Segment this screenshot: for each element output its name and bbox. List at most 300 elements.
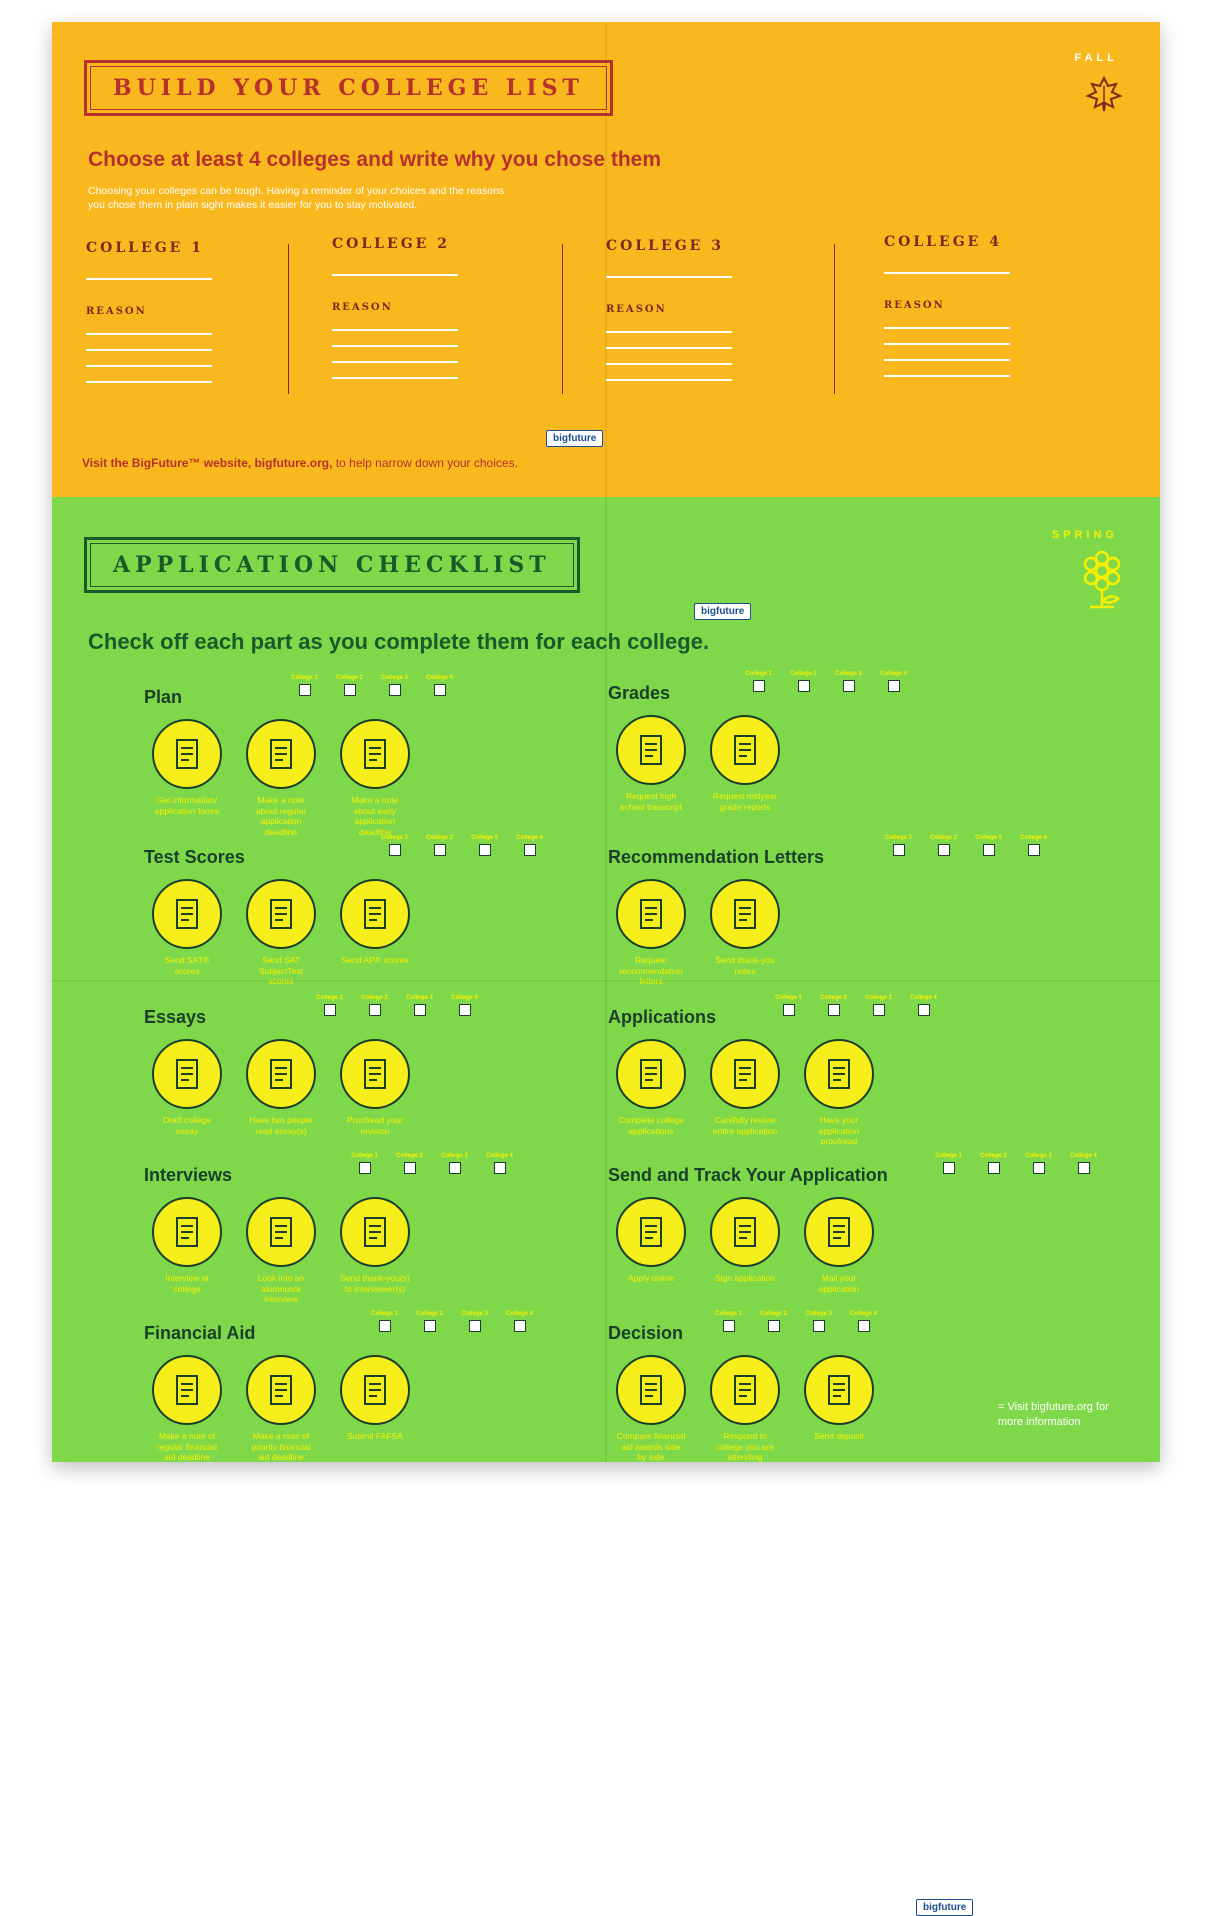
task-icons bbox=[616, 715, 780, 812]
college-checkboxes bbox=[316, 995, 478, 1016]
college-check-label: College 1 bbox=[745, 671, 772, 677]
task-item bbox=[152, 879, 222, 987]
college-2-check bbox=[416, 1311, 443, 1332]
checkbox[interactable] bbox=[753, 680, 765, 692]
section-send-and-track-your-application bbox=[608, 1153, 1097, 1294]
task-item bbox=[710, 715, 780, 812]
college-1-check bbox=[291, 675, 318, 696]
college-check-label: College 2 bbox=[361, 995, 388, 1001]
college-check-label: College 2 bbox=[930, 835, 957, 841]
college-1-column bbox=[86, 240, 216, 383]
task-label: Send SAT® scores bbox=[164, 955, 210, 976]
reason-write-line[interactable] bbox=[86, 349, 212, 351]
task-label: Request recommendation letters bbox=[619, 955, 683, 986]
task-icon bbox=[152, 1355, 222, 1425]
college-check-label: College 1 bbox=[775, 995, 802, 1001]
task-icons bbox=[152, 879, 410, 987]
checkbox[interactable] bbox=[843, 680, 855, 692]
college-check-label: College 3 bbox=[975, 835, 1002, 841]
college-1-check bbox=[745, 671, 772, 692]
task-icon bbox=[804, 1197, 874, 1267]
reason-label: REASON bbox=[86, 306, 147, 317]
task-icon bbox=[340, 1197, 410, 1267]
checkbox[interactable] bbox=[449, 1162, 461, 1174]
college-3-check bbox=[805, 1311, 832, 1332]
college-3-check bbox=[835, 671, 862, 692]
task-icon bbox=[152, 879, 222, 949]
checkbox[interactable] bbox=[813, 1320, 825, 1332]
checkbox[interactable] bbox=[359, 1162, 371, 1174]
task-icon bbox=[710, 715, 780, 785]
checkbox[interactable] bbox=[873, 1004, 885, 1016]
college-check-label: College 2 bbox=[336, 675, 363, 681]
college-check-label: College 2 bbox=[426, 835, 453, 841]
footer-bigfuture-logo: bigfuture bbox=[916, 1899, 973, 1916]
season-spring-label: SPRING bbox=[1051, 529, 1118, 541]
college-4-check bbox=[451, 995, 478, 1016]
checkbox[interactable] bbox=[414, 1004, 426, 1016]
task-icon bbox=[340, 1039, 410, 1109]
task-item bbox=[340, 1197, 410, 1305]
task-label: Send deposit bbox=[814, 1431, 864, 1441]
section-test-scores bbox=[144, 835, 543, 986]
college-3-write-line[interactable] bbox=[606, 276, 732, 278]
college-check-label: College 1 bbox=[291, 675, 318, 681]
college-1-check bbox=[381, 835, 408, 856]
task-icon bbox=[246, 1355, 316, 1425]
college-3-check bbox=[381, 675, 408, 696]
college-2-write-line[interactable] bbox=[332, 274, 458, 276]
task-label: Make a note of regular financial aid deadline bbox=[156, 1431, 217, 1462]
checkbox[interactable] bbox=[434, 844, 446, 856]
college-check-label: College 3 bbox=[381, 675, 408, 681]
checkbox[interactable] bbox=[479, 844, 491, 856]
task-icons bbox=[152, 1197, 410, 1305]
task-label: Apply online bbox=[627, 1273, 675, 1283]
reason-write-line[interactable] bbox=[332, 377, 458, 379]
task-item bbox=[616, 715, 686, 812]
task-icon bbox=[804, 1355, 874, 1425]
college-list-title-box bbox=[84, 60, 613, 116]
college-check-label: College 2 bbox=[820, 995, 847, 1001]
college-1-check bbox=[316, 995, 343, 1016]
college-check-label: College 1 bbox=[935, 1153, 962, 1159]
checkbox[interactable] bbox=[983, 844, 995, 856]
reason-write-line[interactable] bbox=[86, 333, 212, 335]
section-essays bbox=[144, 995, 478, 1136]
task-item bbox=[152, 719, 222, 837]
task-label: Request midyear grade reports bbox=[712, 791, 778, 812]
checkbox[interactable] bbox=[1028, 844, 1040, 856]
college-4-check bbox=[910, 995, 937, 1016]
college-check-label: College 1 bbox=[351, 1153, 378, 1159]
college-2-check bbox=[790, 671, 817, 692]
reason-write-line[interactable] bbox=[606, 331, 732, 333]
college-checkboxes bbox=[745, 671, 907, 692]
task-icons bbox=[616, 1039, 874, 1147]
checkbox[interactable] bbox=[858, 1320, 870, 1332]
college-check-label: College 4 bbox=[850, 1311, 877, 1317]
task-item bbox=[340, 1355, 410, 1463]
college-check-label: College 3 bbox=[1025, 1153, 1052, 1159]
checkbox[interactable] bbox=[768, 1320, 780, 1332]
task-label: Have two people read essay(s) bbox=[249, 1115, 313, 1136]
fold-line-vertical bbox=[605, 22, 607, 1462]
task-item bbox=[340, 879, 410, 987]
college-3-check bbox=[975, 835, 1002, 856]
reason-write-line[interactable] bbox=[332, 361, 458, 363]
reason-write-line[interactable] bbox=[884, 327, 1010, 329]
college-3-column bbox=[606, 238, 736, 381]
task-label: Send SAT SubjectTest scores bbox=[259, 955, 303, 986]
task-label: Make a note about early application deadline bbox=[351, 795, 399, 837]
task-icons bbox=[152, 719, 410, 837]
section-applications bbox=[608, 995, 937, 1146]
reason-write-line[interactable] bbox=[332, 329, 458, 331]
checkbox[interactable] bbox=[1033, 1162, 1045, 1174]
college-checkboxes bbox=[381, 835, 543, 856]
task-item bbox=[804, 1197, 874, 1294]
task-item bbox=[616, 1355, 686, 1463]
footer-note: = Visit bigfuture.org for more information bbox=[998, 1401, 1109, 1428]
task-icon bbox=[616, 1355, 686, 1425]
college-3-check bbox=[461, 1311, 488, 1332]
task-item bbox=[340, 1039, 410, 1136]
task-icons bbox=[616, 879, 780, 987]
checkbox[interactable] bbox=[424, 1320, 436, 1332]
task-icon bbox=[246, 1039, 316, 1109]
task-item bbox=[340, 719, 410, 837]
task-item bbox=[246, 879, 316, 987]
task-icon bbox=[616, 879, 686, 949]
task-label: Proofread your revision bbox=[346, 1115, 404, 1136]
college-1-check bbox=[715, 1311, 742, 1332]
task-label: Send AP® scores bbox=[341, 955, 409, 965]
college-checkboxes bbox=[775, 995, 937, 1016]
task-item bbox=[804, 1355, 874, 1463]
reason-write-line[interactable] bbox=[332, 345, 458, 347]
task-icons bbox=[152, 1039, 410, 1136]
task-icon bbox=[152, 1197, 222, 1267]
task-icon bbox=[152, 1039, 222, 1109]
fold-line-horizontal bbox=[52, 980, 1160, 982]
task-item bbox=[710, 879, 780, 987]
checkbox[interactable] bbox=[404, 1162, 416, 1174]
college-3-check bbox=[865, 995, 892, 1016]
season-fall-label: FALL bbox=[1074, 52, 1118, 64]
task-item bbox=[246, 1197, 316, 1305]
visit-rest: to help narrow down your choices. bbox=[332, 456, 518, 470]
reason-write-line[interactable] bbox=[86, 365, 212, 367]
section-title: Financial Aid bbox=[144, 1323, 256, 1343]
college-list-headline: Choose at least 4 colleges and write why you chose them bbox=[88, 148, 661, 171]
college-1-check bbox=[775, 995, 802, 1016]
flower-icon bbox=[1080, 549, 1124, 616]
checkbox[interactable] bbox=[459, 1004, 471, 1016]
task-item bbox=[710, 1197, 780, 1294]
college-3-check bbox=[406, 995, 433, 1016]
task-label: Send thank-you(s) to interviewer(s) bbox=[340, 1273, 410, 1294]
checklist-title-box bbox=[84, 537, 580, 593]
bigfuture-logo: bigfuture bbox=[546, 430, 603, 447]
task-label: Get information/ application forms bbox=[154, 795, 220, 816]
college-4-check bbox=[506, 1311, 533, 1332]
college-4-check bbox=[1020, 835, 1047, 856]
task-label: Look into an alumnus/a interview bbox=[257, 1273, 305, 1304]
college-4-column bbox=[884, 234, 1014, 377]
college-2-check bbox=[820, 995, 847, 1016]
college-check-label: College 1 bbox=[715, 1311, 742, 1317]
task-icon bbox=[710, 1355, 780, 1425]
college-3-check bbox=[1025, 1153, 1052, 1174]
college-4-check bbox=[1070, 1153, 1097, 1174]
reason-write-line[interactable] bbox=[86, 381, 212, 383]
college-4-check bbox=[486, 1153, 513, 1174]
college-checkboxes bbox=[291, 675, 453, 696]
section-title: Essays bbox=[144, 1007, 207, 1027]
section-title: Grades bbox=[608, 683, 671, 703]
college-check-label: College 1 bbox=[885, 835, 912, 841]
reason-write-line[interactable] bbox=[606, 363, 732, 365]
task-label: Request high school transcript bbox=[620, 791, 682, 812]
college-check-label: College 4 bbox=[910, 995, 937, 1001]
college-check-label: College 4 bbox=[486, 1153, 513, 1159]
task-label: Respond to college you are attending bbox=[716, 1431, 774, 1462]
task-icon bbox=[804, 1039, 874, 1109]
college-check-label: College 4 bbox=[506, 1311, 533, 1317]
college-2-check bbox=[361, 995, 388, 1016]
college-check-label: College 2 bbox=[760, 1311, 787, 1317]
task-item bbox=[152, 1355, 222, 1463]
visit-bold: Visit the BigFuture™ website, bigfuture.org, bbox=[82, 456, 333, 470]
task-item bbox=[616, 1197, 686, 1294]
task-label: Carefully review entire application bbox=[712, 1115, 778, 1136]
section-title: Decision bbox=[608, 1323, 684, 1343]
column-divider bbox=[562, 244, 563, 394]
checkbox[interactable] bbox=[434, 684, 446, 696]
college-check-label: College 3 bbox=[441, 1153, 468, 1159]
task-item bbox=[710, 1039, 780, 1147]
checkbox[interactable] bbox=[783, 1004, 795, 1016]
task-label: Make a note of priority financial aid deadline bbox=[251, 1431, 311, 1462]
section-title: Plan bbox=[144, 687, 183, 707]
checkbox[interactable] bbox=[379, 1320, 391, 1332]
checkbox[interactable] bbox=[888, 680, 900, 692]
task-label: Mail your application bbox=[818, 1273, 860, 1294]
section-grades bbox=[608, 671, 907, 812]
college-check-label: College 1 bbox=[316, 995, 343, 1001]
college-2-check bbox=[396, 1153, 423, 1174]
checkbox[interactable] bbox=[299, 684, 311, 696]
column-divider bbox=[834, 244, 835, 394]
college-checkboxes bbox=[371, 1311, 533, 1332]
reason-write-line[interactable] bbox=[606, 347, 732, 349]
section-decision bbox=[608, 1311, 877, 1462]
task-item bbox=[246, 1355, 316, 1463]
college-4-check bbox=[850, 1311, 877, 1332]
task-item bbox=[616, 879, 686, 987]
task-label: Make a note about regular application deadline bbox=[255, 795, 307, 837]
task-icons bbox=[152, 1355, 410, 1463]
checkbox[interactable] bbox=[893, 844, 905, 856]
checkbox[interactable] bbox=[369, 1004, 381, 1016]
college-2-check bbox=[930, 835, 957, 856]
task-icon bbox=[710, 879, 780, 949]
college-check-label: College 3 bbox=[865, 995, 892, 1001]
task-icons bbox=[616, 1355, 874, 1463]
college-1-label: COLLEGE 1 bbox=[86, 240, 204, 256]
college-check-label: College 3 bbox=[406, 995, 433, 1001]
college-check-label: College 1 bbox=[381, 835, 408, 841]
college-checkboxes bbox=[351, 1153, 513, 1174]
reason-label: REASON bbox=[332, 302, 393, 313]
checkbox[interactable] bbox=[494, 1162, 506, 1174]
reason-write-line[interactable] bbox=[884, 343, 1010, 345]
task-label: Sign application bbox=[714, 1273, 775, 1283]
checkbox[interactable] bbox=[524, 844, 536, 856]
task-item bbox=[152, 1039, 222, 1136]
reason-write-line[interactable] bbox=[884, 375, 1010, 377]
task-icon bbox=[616, 1197, 686, 1267]
checklist-title: APPLICATION CHECKLIST bbox=[90, 543, 574, 587]
college-check-label: College 3 bbox=[461, 1311, 488, 1317]
checkbox[interactable] bbox=[1078, 1162, 1090, 1174]
college-3-label: COLLEGE 3 bbox=[606, 238, 724, 254]
college-1-write-line[interactable] bbox=[86, 278, 212, 280]
college-check-label: College 2 bbox=[980, 1153, 1007, 1159]
task-icon bbox=[616, 715, 686, 785]
college-check-label: College 1 bbox=[371, 1311, 398, 1317]
visit-bigfuture-text[interactable] bbox=[82, 456, 518, 470]
task-icon bbox=[710, 1197, 780, 1267]
college-4-write-line[interactable] bbox=[884, 272, 1010, 274]
college-check-label: College 2 bbox=[416, 1311, 443, 1317]
college-2-label: COLLEGE 2 bbox=[332, 236, 450, 252]
college-check-label: College 3 bbox=[805, 1311, 832, 1317]
reason-label: REASON bbox=[884, 300, 945, 311]
task-icon bbox=[340, 1355, 410, 1425]
task-label: Submit FAFSA bbox=[347, 1431, 403, 1441]
task-label: Interview at college bbox=[165, 1273, 209, 1294]
section-financial-aid bbox=[144, 1311, 533, 1462]
college-check-label: College 4 bbox=[426, 675, 453, 681]
college-2-column bbox=[332, 236, 462, 379]
college-3-check bbox=[471, 835, 498, 856]
college-1-check bbox=[935, 1153, 962, 1174]
college-4-label: COLLEGE 4 bbox=[884, 234, 1002, 250]
task-icon bbox=[246, 1197, 316, 1267]
college-2-check bbox=[426, 835, 453, 856]
college-checkboxes bbox=[935, 1153, 1097, 1174]
checkbox[interactable] bbox=[389, 684, 401, 696]
college-list-subtext: Choosing your colleges can be tough. Having a reminder of your choices and the reasons you chose them in plain sight makes it easier for you to stay motivated. bbox=[88, 185, 505, 211]
checkbox[interactable] bbox=[828, 1004, 840, 1016]
checkbox[interactable] bbox=[344, 684, 356, 696]
college-check-label: College 4 bbox=[1070, 1153, 1097, 1159]
reason-label: REASON bbox=[606, 304, 667, 315]
task-icons bbox=[616, 1197, 874, 1294]
checkbox[interactable] bbox=[469, 1320, 481, 1332]
task-item bbox=[804, 1039, 874, 1147]
task-label: Complete college applications bbox=[618, 1115, 684, 1136]
task-item bbox=[152, 1197, 222, 1305]
reason-write-line[interactable] bbox=[884, 359, 1010, 361]
college-check-label: College 3 bbox=[835, 671, 862, 677]
college-1-check bbox=[351, 1153, 378, 1174]
section-title: Test Scores bbox=[144, 847, 245, 867]
task-label: Draft college essay bbox=[163, 1115, 211, 1136]
college-1-check bbox=[885, 835, 912, 856]
college-4-check bbox=[516, 835, 543, 856]
college-list-title: BUILD YOUR COLLEGE LIST bbox=[90, 66, 607, 110]
college-check-label: College 4 bbox=[516, 835, 543, 841]
checkbox[interactable] bbox=[798, 680, 810, 692]
section-interviews bbox=[144, 1153, 513, 1304]
task-label: Send thank-you notes bbox=[715, 955, 775, 976]
poster bbox=[52, 22, 1160, 1913]
college-4-check bbox=[426, 675, 453, 696]
college-check-label: College 4 bbox=[1020, 835, 1047, 841]
college-4-check bbox=[880, 671, 907, 692]
checkbox[interactable] bbox=[723, 1320, 735, 1332]
checkbox[interactable] bbox=[324, 1004, 336, 1016]
college-1-check bbox=[371, 1311, 398, 1332]
college-check-label: College 4 bbox=[880, 671, 907, 677]
bigfuture-logo: bigfuture bbox=[694, 603, 751, 620]
college-2-check bbox=[980, 1153, 1007, 1174]
task-item bbox=[246, 1039, 316, 1136]
reason-write-line[interactable] bbox=[606, 379, 732, 381]
task-icon bbox=[340, 879, 410, 949]
college-3-check bbox=[441, 1153, 468, 1174]
task-item bbox=[710, 1355, 780, 1463]
college-2-check bbox=[336, 675, 363, 696]
column-divider bbox=[288, 244, 289, 394]
task-icon bbox=[246, 719, 316, 789]
college-check-label: College 3 bbox=[471, 835, 498, 841]
checkbox[interactable] bbox=[918, 1004, 930, 1016]
task-icon bbox=[246, 879, 316, 949]
task-icon bbox=[710, 1039, 780, 1109]
task-item bbox=[616, 1039, 686, 1147]
section-title: Interviews bbox=[144, 1165, 233, 1185]
leaf-icon bbox=[1084, 74, 1124, 119]
checkbox[interactable] bbox=[389, 844, 401, 856]
college-2-check bbox=[760, 1311, 787, 1332]
task-label: Have your application proofread bbox=[818, 1115, 860, 1146]
checkbox[interactable] bbox=[938, 844, 950, 856]
college-checkboxes bbox=[885, 835, 1047, 856]
college-check-label: College 2 bbox=[396, 1153, 423, 1159]
task-item bbox=[246, 719, 316, 837]
section-title: Recommendation Letters bbox=[608, 847, 825, 867]
section-title: Applications bbox=[608, 1007, 717, 1027]
college-checkboxes bbox=[715, 1311, 877, 1332]
checklist-headline: Check off each part as you complete them for each college. bbox=[88, 629, 710, 654]
task-icon bbox=[616, 1039, 686, 1109]
checkbox[interactable] bbox=[514, 1320, 526, 1332]
section-plan bbox=[144, 675, 453, 837]
task-icon bbox=[340, 719, 410, 789]
college-check-label: College 4 bbox=[451, 995, 478, 1001]
task-icon bbox=[152, 719, 222, 789]
section-recommendation-letters bbox=[608, 835, 1047, 986]
checkbox[interactable] bbox=[943, 1162, 955, 1174]
checkbox[interactable] bbox=[988, 1162, 1000, 1174]
college-check-label: College 2 bbox=[790, 671, 817, 677]
task-label: Compare financial aid awards side by side bbox=[616, 1431, 686, 1462]
section-title: Send and Track Your Application bbox=[608, 1165, 888, 1185]
